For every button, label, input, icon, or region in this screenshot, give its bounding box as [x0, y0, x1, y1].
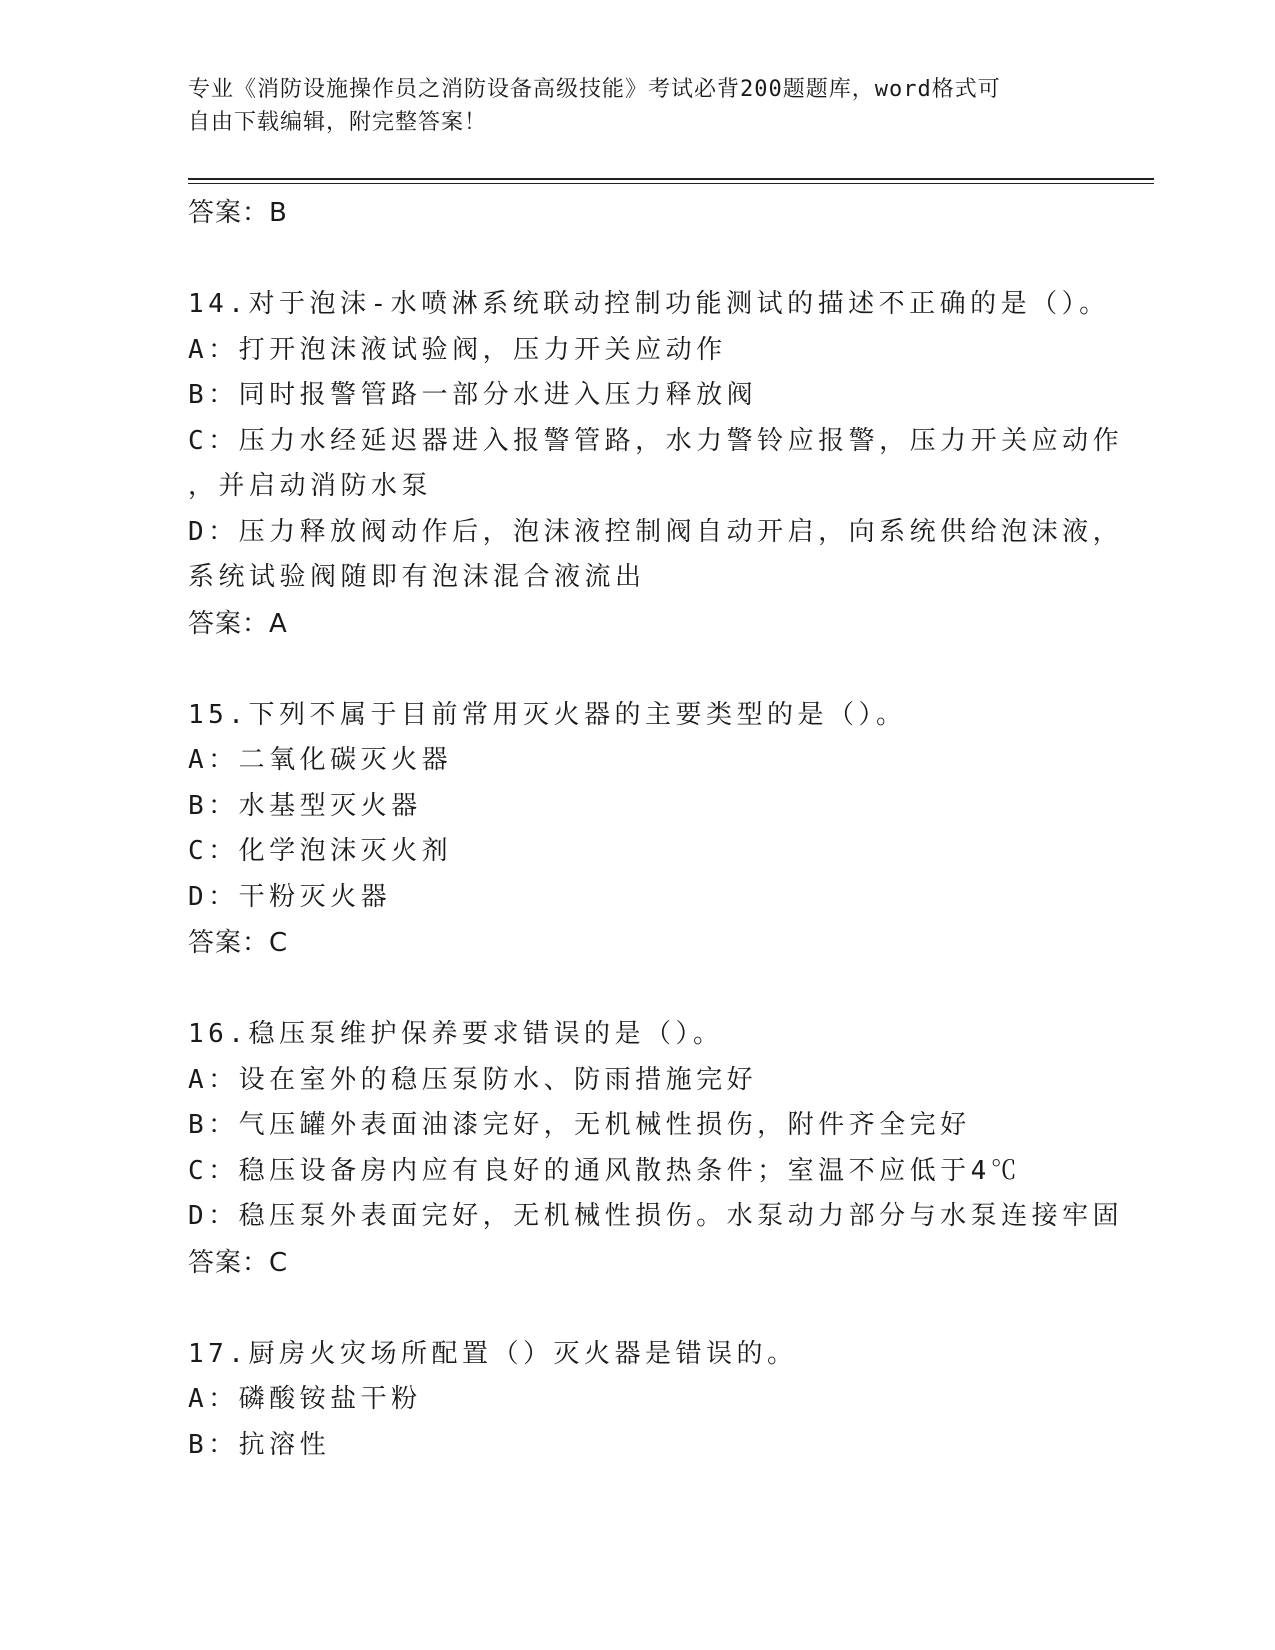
option-b: B：气压罐外表面油漆完好，无机械性损伤，附件齐全完好 [188, 1110, 971, 1140]
header-line-2: 自由下载编辑，附完整答案！ [188, 110, 488, 135]
answer-line: 答案：C [188, 928, 289, 958]
question-15 [188, 693, 1088, 967]
option-a: A：磷酸铵盐干粉 [188, 1384, 422, 1414]
option-text: D：压力释放阀动作后，泡沫液控制阀自动开启，向系统供给泡沫液， [188, 516, 1124, 547]
option-d: D：干粉灭火器 [188, 881, 392, 912]
answer-line: 答案：C [188, 1247, 289, 1278]
question-16 [188, 1012, 1124, 1286]
answer-line: 答案：A [188, 608, 288, 639]
question-stem: 14.对于泡沫-水喷淋系统联动控制功能测试的描述不正确的是（）。 [188, 289, 1110, 319]
header-divider-thick [188, 178, 1154, 180]
question-stem: 16.稳压泵维护保养要求错误的是（）。 [188, 1019, 724, 1049]
option-continuation: ，并启动消防水泵 [188, 471, 433, 501]
question-stem: 17.厨房火灾场所配置（）灭火器是错误的。 [188, 1338, 798, 1369]
question-14 [188, 282, 1124, 647]
option-a: A：打开泡沫液试验阀，压力开关应动作 [188, 334, 727, 365]
option-d: D：稳压泵外表面完好，无机械性损伤。水泵动力部分与水泵连接牢固 [188, 1201, 1124, 1231]
document-header [188, 73, 1068, 139]
option-c: C：稳压设备房内应有良好的通风散热条件；室温不应低于4℃ [188, 1155, 1022, 1186]
option-b: B：抗溶性 [188, 1429, 331, 1460]
header-divider-thin [188, 183, 1154, 184]
option-text: C：压力水经延迟器进入报警管路，水力警铃应报警，压力开关应动作 [188, 425, 1124, 456]
option-continuation: 系统试验阀随即有泡沫混合液流出 [188, 562, 646, 592]
option-b: B：水基型灭火器 [188, 790, 422, 821]
answer-line: 答案：B [188, 198, 288, 228]
document-body [188, 190, 1124, 1468]
option-c [188, 419, 1124, 510]
option-d [188, 510, 1124, 601]
question-stem: 15.下列不属于目前常用灭火器的主要类型的是（）。 [188, 699, 907, 730]
option-a: A：二氧化碳灭火器 [188, 745, 453, 775]
header-line-1: 专业《消防设施操作员之消防设备高级技能》考试必背200题题库，word格式可 [188, 77, 1001, 102]
option-c: C：化学泡沫灭火剂 [188, 836, 453, 866]
option-a: A：设在室外的稳压泵防水、防雨措施完好 [188, 1064, 758, 1095]
question-17 [188, 1332, 1088, 1469]
option-b: B：同时报警管路一部分水进入压力释放阀 [188, 380, 758, 410]
